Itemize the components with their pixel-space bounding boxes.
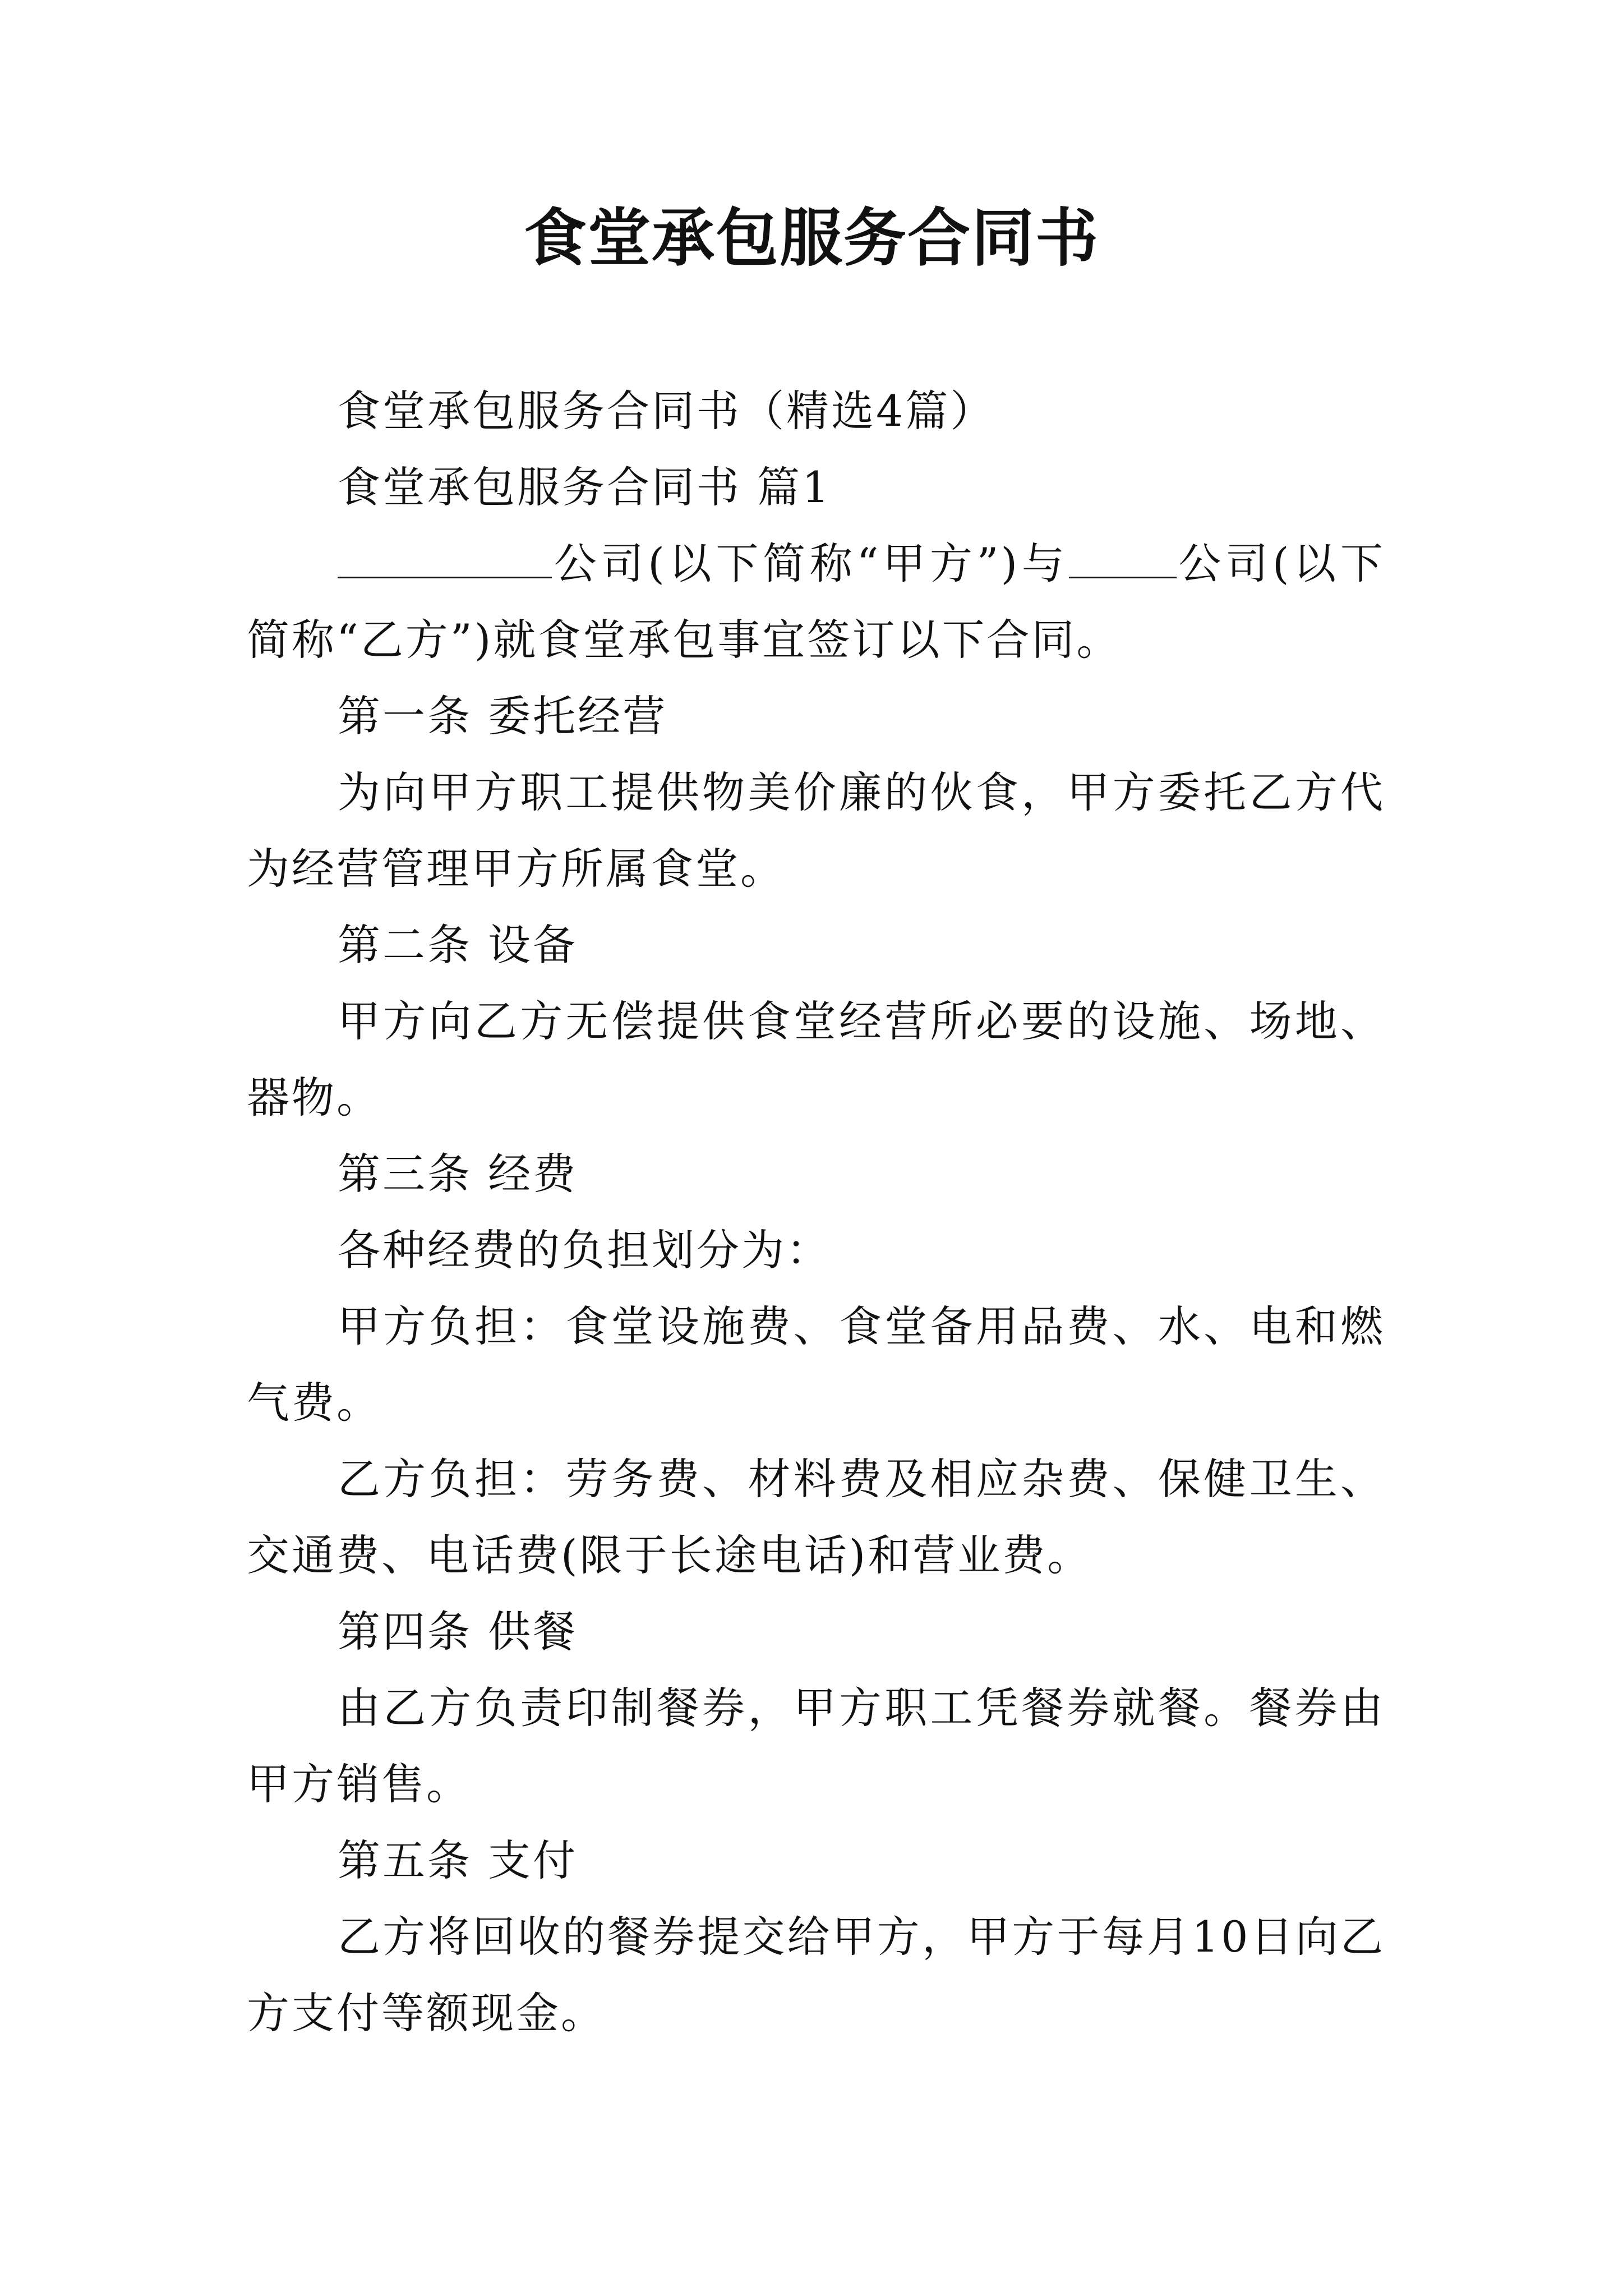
section-heading: 食堂承包服务合同书 篇1 bbox=[338, 462, 832, 512]
article-2-heading: 第二条 设备 bbox=[338, 920, 578, 970]
article-3-heading: 第三条 经费 bbox=[338, 1149, 578, 1199]
document-body bbox=[247, 373, 1385, 2051]
article-5-paragraph-1: 乙方将回收的餐券提交给甲方，甲方于每月10日向乙方支付等额现金。 bbox=[247, 1912, 1385, 2038]
intro-text-1: 公司(以下简称“甲方”)与 bbox=[552, 539, 1069, 588]
article-2-paragraph-1: 甲方向乙方无偿提供食堂经营所必要的设施、场地、器物。 bbox=[247, 996, 1385, 1122]
article-3-paragraph-1: 各种经费的负担划分为： bbox=[338, 1225, 831, 1275]
document-subtitle: 食堂承包服务合同书（精选4篇） bbox=[338, 386, 995, 436]
article-1-paragraph-1: 为向甲方职工提供物美价廉的伙食，甲方委托乙方代为经营管理甲方所属食堂。 bbox=[247, 767, 1385, 894]
article-1-heading: 第一条 委托经营 bbox=[338, 691, 668, 741]
article-3-paragraph-3: 乙方负担：劳务费、材料费及相应杂费、保健卫生、交通费、电话费(限于长途电话)和营业费。 bbox=[247, 1454, 1385, 1580]
document-title: 食堂承包服务合同书 bbox=[524, 202, 1099, 275]
article-5-heading: 第五条 支付 bbox=[338, 1835, 578, 1885]
intro-paragraph bbox=[247, 526, 1385, 678]
party-b-blank bbox=[1069, 537, 1177, 578]
article-4-paragraph-1: 由乙方负责印制餐券，甲方职工凭餐券就餐。餐券由甲方销售。 bbox=[247, 1683, 1385, 1809]
article-4-heading: 第四条 供餐 bbox=[338, 1607, 578, 1657]
party-a-blank bbox=[338, 537, 552, 578]
article-3-paragraph-2: 甲方负担：食堂设施费、食堂备用品费、水、电和燃气费。 bbox=[247, 1301, 1385, 1428]
intro-text-2: 公司(以下简称“乙方”)就食堂承包事宜签订以下合同。 bbox=[247, 539, 1385, 665]
